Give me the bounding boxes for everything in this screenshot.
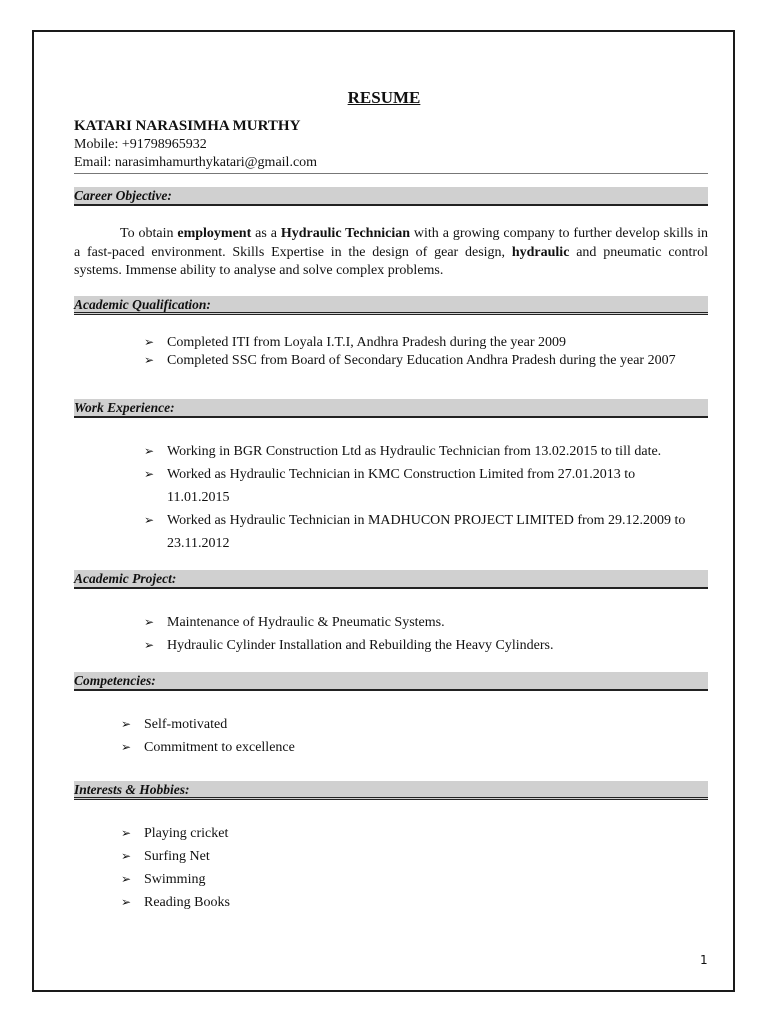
hobby-item-text: Playing cricket: [144, 826, 229, 841]
arrow-bullet-icon: ➢: [121, 717, 132, 731]
arrow-bullet-icon: ➢: [121, 826, 132, 840]
arrow-bullet-icon: ➢: [121, 895, 132, 909]
project-item-text: Maintenance of Hydraulic & Pneumatic Systems.: [167, 615, 445, 630]
work-item-text: Working in BGR Construction Ltd as Hydraulic Technician from 13.02.2015 to till date.: [167, 444, 662, 459]
objective-bold-2: Hydraulic Technician: [280, 226, 411, 241]
hobby-item-text: Surfing Net: [144, 849, 210, 864]
section-interests-hobbies: Interests & Hobbies:: [74, 781, 708, 800]
objective-part-1: To obtain: [120, 226, 178, 241]
hobby-item-text: Reading Books: [144, 895, 230, 910]
work-item-text: Worked as Hydraulic Technician in MADHUCON PROJECT LIMITED from 29.12.2009 to: [167, 513, 686, 528]
hobby-item-text: Swimming: [144, 872, 206, 887]
objective-part-3: with a growing company to further develop skills in a fast-paced environment. Skills Expertise in the design of gear design,: [74, 226, 708, 260]
objective-bold-3: hydraulic: [511, 244, 570, 260]
objective-part-2: as a: [251, 226, 281, 241]
project-item-text: Hydraulic Cylinder Installation and Rebuilding the Heavy Cylinders.: [167, 638, 554, 653]
competency-item-text: Commitment to excellence: [144, 740, 295, 755]
candidate-name: KATARI NARASIMHA MURTHY: [74, 118, 301, 134]
section-career-objective: Career Objective:: [74, 187, 708, 206]
objective-bold-1: employment: [177, 226, 252, 241]
work-item-text: 11.01.2015: [167, 490, 230, 505]
header-divider: [74, 173, 708, 174]
academic-item-text: Completed SSC from Board of Secondary Education Andhra Pradesh during the year 2007: [167, 353, 676, 368]
arrow-bullet-icon: ➢: [144, 353, 155, 367]
section-work-experience: Work Experience:: [74, 399, 708, 418]
arrow-bullet-icon: ➢: [144, 335, 155, 349]
mobile-number: Mobile: +91798965932: [74, 137, 207, 152]
section-academic-project: Academic Project:: [74, 570, 708, 589]
arrow-bullet-icon: ➢: [121, 872, 132, 886]
section-academic-qualification: Academic Qualification:: [74, 296, 708, 315]
competency-item-text: Self-motivated: [144, 717, 228, 732]
work-item-text: Worked as Hydraulic Technician in KMC Construction Limited from 27.01.2013 to: [167, 467, 636, 482]
academic-item-text: Completed ITI from Loyala I.T.I, Andhra Pradesh during the year 2009: [167, 335, 567, 350]
arrow-bullet-icon: ➢: [144, 615, 155, 629]
email-address: Email: narasimhamurthykatari@gmail.com: [74, 155, 318, 170]
page-number: 1: [700, 953, 708, 967]
arrow-bullet-icon: ➢: [121, 849, 132, 863]
arrow-bullet-icon: ➢: [121, 740, 132, 754]
career-objective-text: [74, 225, 708, 281]
arrow-bullet-icon: ➢: [144, 467, 155, 481]
section-competencies: Competencies:: [74, 672, 708, 691]
objective-part-4: and pneumatic control systems. Immense ability to analyse and solve complex problems.: [74, 244, 708, 278]
arrow-bullet-icon: ➢: [144, 638, 155, 652]
work-item-text: 23.11.2012: [167, 536, 230, 551]
arrow-bullet-icon: ➢: [144, 444, 155, 458]
document-title: RESUME: [347, 88, 421, 107]
arrow-bullet-icon: ➢: [144, 513, 155, 527]
